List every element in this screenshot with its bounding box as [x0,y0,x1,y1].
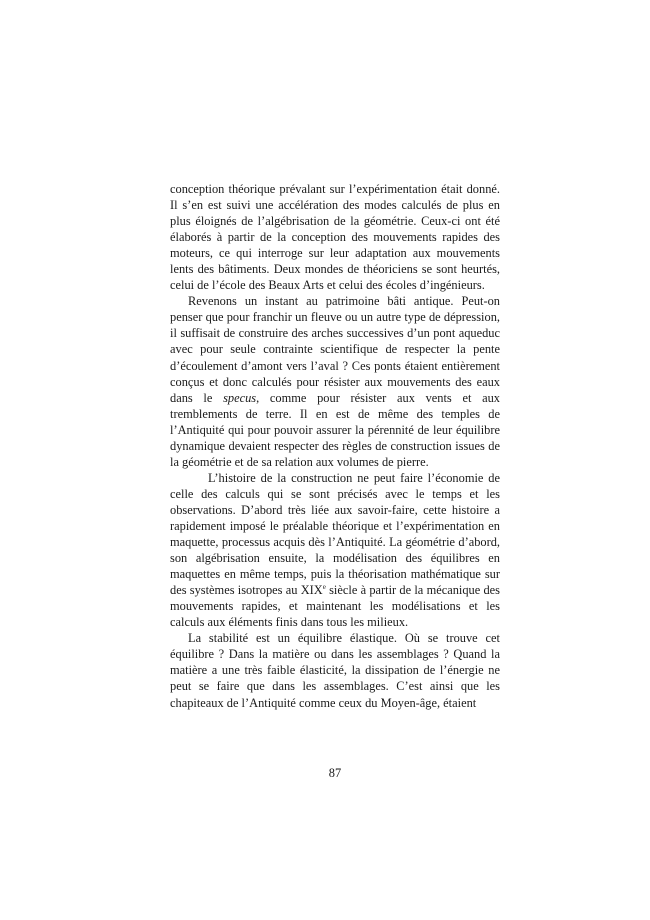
paragraph-3-text-b: siècle à partir de la mécanique des mouvements rapides, et maintenant les modélisations et les calculs aux éléments finis dans tous les milieux. [170,583,501,630]
paragraph-3-text-a: L’histoire de la construction ne peut faire l’économie de celle des calculs qui se sont précisés avec le temps et les observations. D’abord très liée aux savoir-faire, cette histoire a rapidement imposé le préalable théorique et l’expérimentation en maquette, processus acquis dès l’Antiquité. La géométrie d’abord, son algébrisation ensuite, la modélisation des équilibres en maquettes en même temps, puis la théorisation mathématique sur des systèmes isotropes au XIX [170,470,500,598]
paragraph-1 [170,181,500,293]
paragraph-3 [170,470,500,630]
page-number: 87 [328,766,342,780]
paragraph-2 [170,293,500,470]
paragraph-2-text-a: Revenons un instant au patrimoine bâti antique. Peut-on penser que pour franchir un fleuve ou un autre type de dépression, il suffisait de construire des arches successives d’un pont aqueduc avec pour seule contrainte scientifique de respecter la pente d’écoulement d’amont vers l’aval ? Ces ponts étaient entièrement conçus et donc calculés pour résister aux mouvements des eaux dans le [170,294,500,405]
paragraph-2-text-b: , comme pour résister aux vents et aux tremblements de terre. Il en est de même des temples de l’Antiquité qui pour pouvoir assurer la pérennité de leur équilibre dynamique devaient respecter des règles de construction issues de la géométrie et de sa relation aux volumes de pierre. [170,390,500,469]
paragraph-4-text: La stabilité est un équilibre élastique. Où se trouve cet équilibre ? Dans la matière ou dans les assemblages ? Quand la matière a une très faible élasticité, la dissipation de l’énergie ne peut se faire que dans les assemblages. C’est ainsi que les chapiteaux de l’Antiquité comme ceux du Moyen-âge, étaient [170,631,500,710]
century-superscript: e [322,583,326,592]
specus-italic: specus [223,390,257,405]
paragraph-4 [170,630,500,710]
paragraph-1-text: conception théorique prévalant sur l’expérimentation était donné. Il s’en est suivi une accélération des modes calculés de plus en plus éloignés de l’algébrisation de la géométrie. Ceux-ci ont été élaborés à partir de la conception des mouvements rapides des moteurs, ce qui interroge sur leur adaptation aux mouvements lents des bâtiments. Deux mondes de théoriciens se sont heurtés, celui de l’école des Beaux Arts et celui des écoles d’ingénieurs. [170,182,500,293]
body-text [170,181,500,711]
